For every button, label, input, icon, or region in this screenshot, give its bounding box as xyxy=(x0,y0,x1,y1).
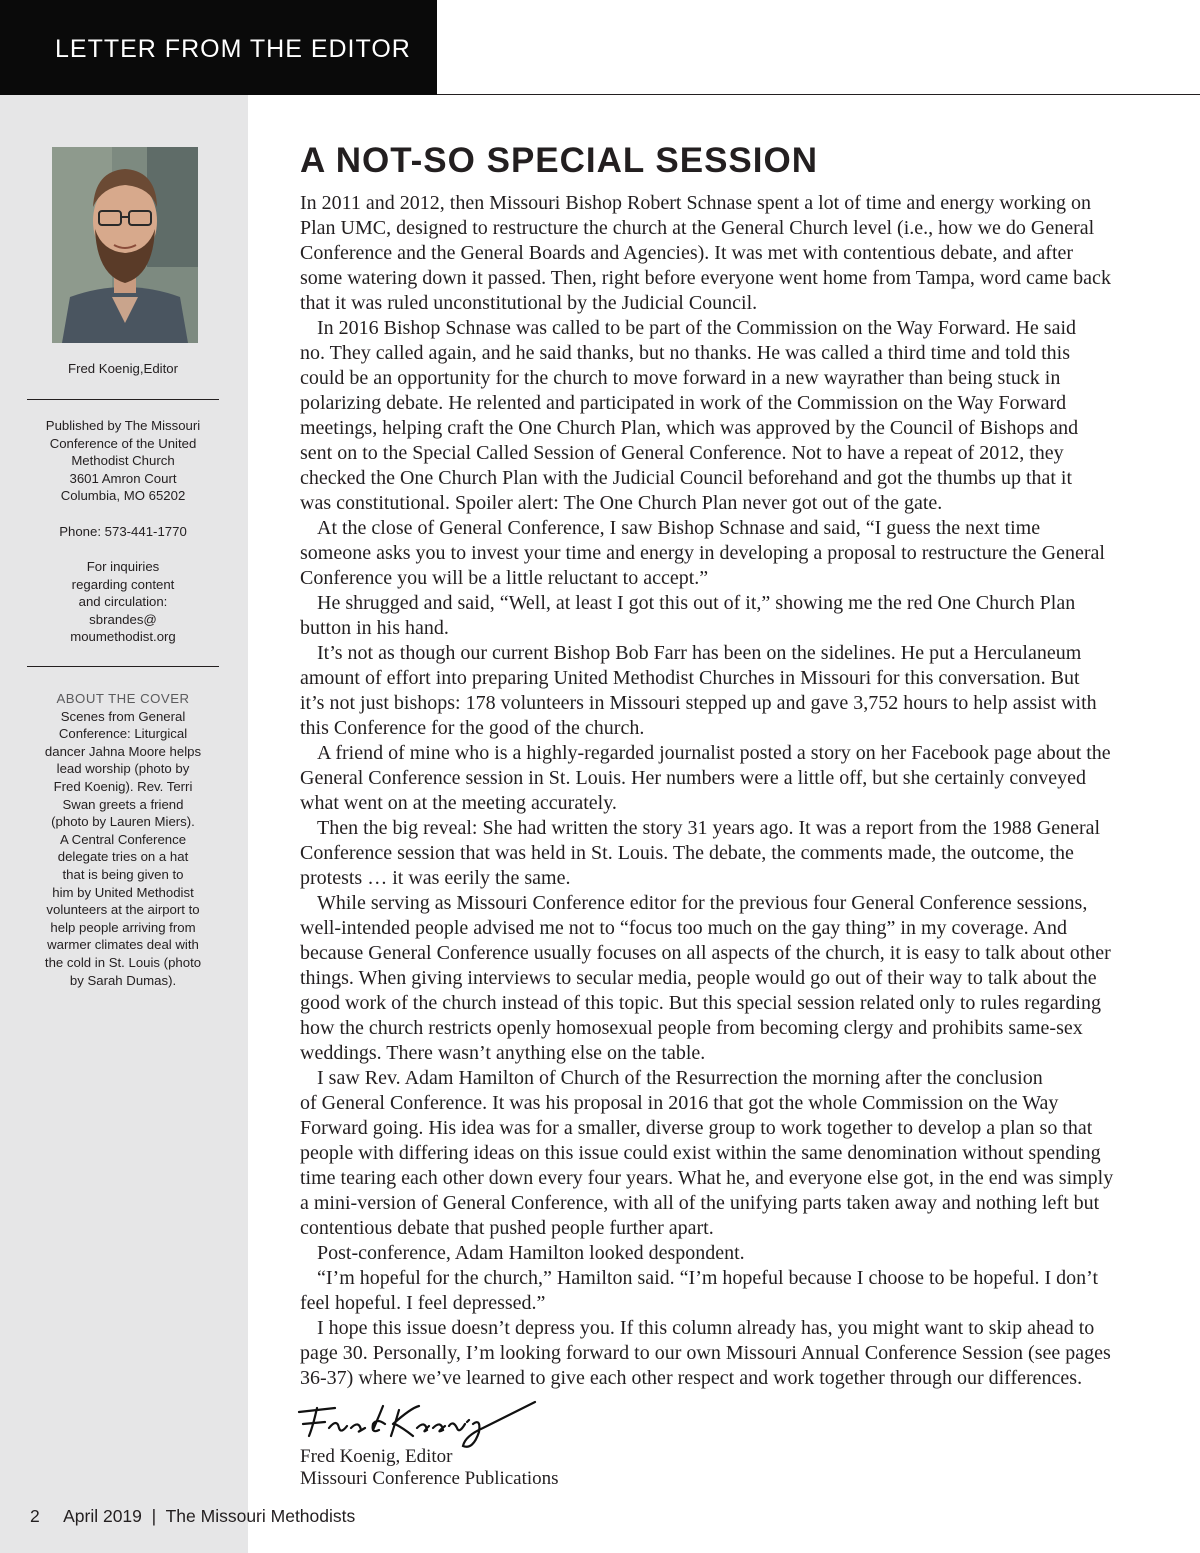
cover-line: delegate tries on a hat xyxy=(57,849,189,865)
cover-line: warmer climates deal with xyxy=(47,937,199,953)
photo-caption-text: Fred Koenig,Editor xyxy=(68,361,178,376)
text-line: checked the One Church Plan with the Judicial Council beforehand and got the thumbs up that it xyxy=(300,467,1073,489)
phone-number: Phone: 573-441-1770 xyxy=(59,524,187,539)
inquiry-line: and circulation: xyxy=(78,594,168,610)
cover-line: the cold in St. Louis (photo xyxy=(44,954,202,970)
text-line: In 2011 and 2012, then Missouri Bishop Robert Schnase spent a lot of time and energy working on xyxy=(300,192,1092,214)
sign-off xyxy=(300,1446,559,1490)
publisher-line: Columbia, MO 65202 xyxy=(60,488,186,504)
text-line: that it was ruled unconstitutional by the Judicial Council. xyxy=(300,292,758,314)
publisher-line: 3601 Amron Court xyxy=(69,470,177,486)
text-line: of General Conference. It was his proposal in 2016 that got the whole Commission on the Way xyxy=(300,1092,1059,1114)
text-line: Forward going. His idea was for a smaller, diverse group to work together to develop a plan so that xyxy=(300,1117,1093,1139)
text-line: what went on at the meeting accurately. xyxy=(300,792,617,814)
text-line: some watering down it passed. Then, right before everyone went home from Tampa, word came back xyxy=(300,267,1111,289)
publication-name: The Missouri Methodists xyxy=(165,1506,356,1526)
text-line: feel hopeful. I feel depressed.” xyxy=(300,1292,546,1314)
text-line: was constitutional. Spoiler alert: The One Church Plan never got out of the gate. xyxy=(300,492,943,514)
text-line: It’s not as though our current Bishop Bob Farr has been on the sidelines. He put a Herculaneum xyxy=(317,642,1082,664)
issue-date: April 2019 xyxy=(63,1506,142,1526)
text-line: Conference and the General Boards and Agencies). It was met with contentious debate, and after xyxy=(300,242,1074,264)
publisher-line: Conference of the United xyxy=(49,435,197,451)
text-line: amount of effort into preparing United Methodist Churches in Missouri for this conversation. But xyxy=(300,667,1080,689)
article-paragraph xyxy=(300,591,1160,641)
text-line: could be an opportunity for the church to move forward in a new wayrather than being stuck in xyxy=(300,367,1061,389)
text-line: “I’m hopeful for the church,” Hamilton said. “I’m hopeful because I choose to be hopeful. I don’t xyxy=(317,1267,1099,1289)
text-line: page 30. Personally, I’m looking forward to our own Missouri Annual Conference Session (see pages xyxy=(300,1342,1111,1364)
cover-line: (photo by Lauren Miers). xyxy=(51,814,195,830)
text-line: because General Conference usually focuses on all aspects of the church, it is easy to talk about other xyxy=(300,942,1111,964)
text-line: sent on to the Special Called Session of General Conference. Not to have a repeat of 2012, they xyxy=(300,442,1064,464)
inquiry-line: regarding content xyxy=(71,576,175,592)
inquiry-email: sbrandes@ xyxy=(89,611,157,627)
text-line: no. They called again, and he said thanks, but no thanks. He was called a third time and told this xyxy=(300,342,1070,364)
article-body xyxy=(300,191,1160,1391)
article-paragraph xyxy=(300,816,1160,891)
article-paragraph xyxy=(300,516,1160,591)
text-line: In 2016 Bishop Schnase was called to be part of the Commission on the Way Forward. He said xyxy=(317,317,1077,339)
text-line: A friend of mine who is a highly-regarded journalist posted a story on her Facebook page about the xyxy=(317,742,1111,764)
article-paragraph xyxy=(300,1266,1160,1316)
text-line: I hope this issue doesn’t depress you. If this column already has, you might want to skip ahead to xyxy=(317,1317,1095,1339)
inquiry-line: For inquiries xyxy=(86,559,160,574)
header-rule xyxy=(437,94,1200,95)
photo-caption xyxy=(27,360,219,378)
article-paragraph xyxy=(300,641,1160,741)
sidebar-divider xyxy=(27,399,219,400)
inquiry-info xyxy=(27,558,219,646)
text-line: He shrugged and said, “Well, at least I got this out of it,” showing me the red One Church Plan xyxy=(317,592,1076,614)
publisher-info xyxy=(27,417,219,505)
editor-signature xyxy=(295,1398,540,1453)
article-paragraph xyxy=(300,1066,1160,1241)
cover-line: Conference: Liturgical xyxy=(58,726,188,742)
article-paragraph xyxy=(300,741,1160,816)
about-cover xyxy=(27,690,219,989)
sign-off-org: Missouri Conference Publications xyxy=(300,1468,559,1489)
text-line: Then the big reveal: She had written the story 31 years ago. It was a report from the 1988 General xyxy=(317,817,1101,839)
text-line: good work of the church instead of this topic. But this special session related only to rules regarding xyxy=(300,992,1101,1014)
article-paragraph xyxy=(300,191,1160,316)
text-line: I saw Rev. Adam Hamilton of Church of the Resurrection the morning after the conclusion xyxy=(317,1067,1043,1089)
cover-line: him by United Methodist xyxy=(52,884,194,900)
about-cover-title: ABOUT THE COVER xyxy=(56,691,190,706)
text-line: protests … it was eerily the same. xyxy=(300,867,571,889)
cover-line: Fred Koenig). Rev. Terri xyxy=(53,778,193,794)
section-header xyxy=(0,0,437,95)
text-line: well-intended people advised me not to “focus too much on the gay thing” in my coverage. And xyxy=(300,917,1068,939)
text-line: people with differing ideas on this issue could exist within the same denomination without spending xyxy=(300,1142,1101,1164)
text-line: things. When giving interviews to secular media, people would go out of their way to talk about the xyxy=(300,967,1097,989)
article-paragraph xyxy=(300,891,1160,1066)
editor-photo xyxy=(52,147,198,343)
cover-line: help people arriving from xyxy=(50,919,196,935)
publisher-line: Published by The Missouri xyxy=(45,418,201,433)
text-line: Plan UMC, designed to restructure the church at the General Church level (i.e., how we do General xyxy=(300,217,1095,239)
cover-line: that is being given to xyxy=(62,866,184,882)
cover-line: dancer Jahna Moore helps xyxy=(44,743,202,759)
article-title: A NOT-SO SPECIAL SESSION xyxy=(300,141,818,180)
cover-line: Scenes from General xyxy=(60,708,186,724)
text-line: 36-37) where we’ve learned to give each other respect and work together through our differences. xyxy=(300,1367,1083,1389)
text-line: weddings. There wasn’t anything else on the table. xyxy=(300,1042,706,1064)
cover-line: lead worship (photo by xyxy=(56,761,190,777)
text-line: Post-conference, Adam Hamilton looked despondent. xyxy=(317,1242,745,1264)
text-line: someone asks you to invest your time and energy in developing a proposal to restructure the General xyxy=(300,542,1105,564)
text-line: While serving as Missouri Conference editor for the previous four General Conference sessions, xyxy=(317,892,1088,914)
page-number: 2 xyxy=(30,1506,40,1526)
text-line: time tearing each other down every four years. What he, and everyone else got, in the end was simply xyxy=(300,1167,1114,1189)
sidebar-divider xyxy=(27,666,219,667)
text-line: it’s not just bishops: 178 volunteers in Missouri stepped up and gave 3,752 hours to help assist with xyxy=(300,692,1097,714)
page-footer xyxy=(30,1506,355,1527)
editor-portrait xyxy=(52,147,198,343)
cover-line: Swan greets a friend xyxy=(62,796,184,812)
text-line: a mini-version of General Conference, with all of the unifying parts taken away and nothing left but xyxy=(300,1192,1100,1214)
text-line: Conference you will be a little reluctant to accept.” xyxy=(300,567,709,589)
publisher-line: Methodist Church xyxy=(71,453,175,469)
footer-separator: | xyxy=(151,1506,157,1526)
inquiry-email: moumethodist.org xyxy=(70,629,176,645)
text-line: Conference session that was held in St. Louis. The debate, the comments made, the outcome, the xyxy=(300,842,1074,864)
text-line: At the close of General Conference, I saw Bishop Schnase and said, “I guess the next time xyxy=(317,517,1041,539)
text-line: button in his hand. xyxy=(300,617,449,639)
text-line: meetings, helping craft the One Church Plan, which was approved by the Council of Bishops and xyxy=(300,417,1079,439)
text-line: this Conference for the good of the church. xyxy=(300,717,645,739)
text-line: polarizing debate. He relented and participated in work of the Commission on the Way Forward xyxy=(300,392,1067,414)
article-paragraph xyxy=(300,1241,1160,1266)
article-paragraph xyxy=(300,1316,1160,1391)
cover-line: volunteers at the airport to xyxy=(46,902,200,918)
text-line: how the church restricts openly homosexual people from becoming clergy and prohibits same-sex xyxy=(300,1017,1083,1039)
text-line: contentious debate that pushed people further apart. xyxy=(300,1217,714,1239)
phone-info xyxy=(27,523,219,541)
cover-line: A Central Conference xyxy=(59,831,187,847)
text-line: General Conference session in St. Louis. Her numbers were a little off, but she certainly conveyed xyxy=(300,767,1087,789)
sign-off-name: Fred Koenig, Editor xyxy=(300,1446,453,1467)
cover-line: by Sarah Dumas). xyxy=(69,972,177,988)
section-label: LETTER FROM THE EDITOR xyxy=(55,35,411,63)
article-paragraph xyxy=(300,316,1160,516)
